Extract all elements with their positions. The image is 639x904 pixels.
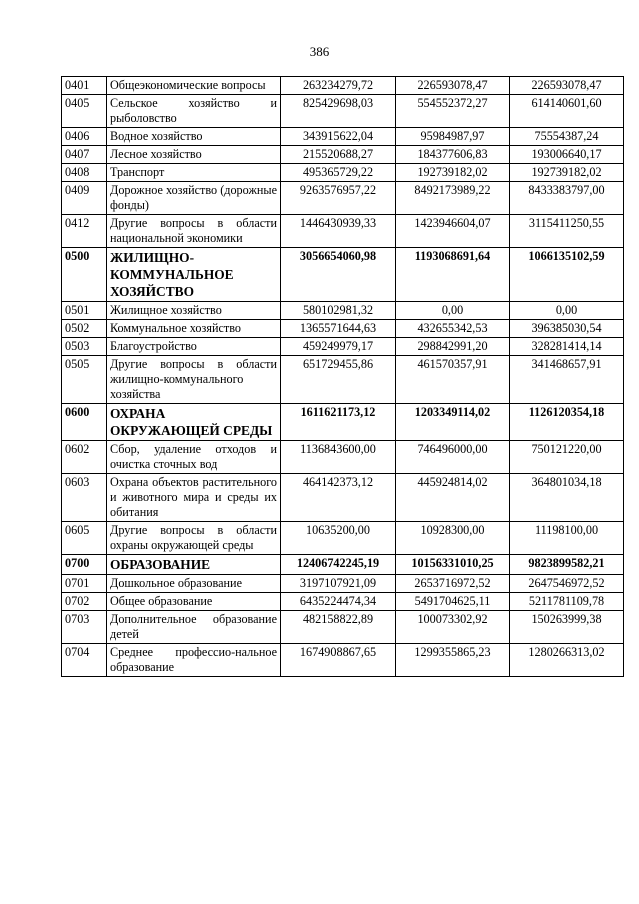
row-value-1: 1611621173,12 <box>281 404 396 441</box>
row-code: 0700 <box>62 555 107 575</box>
row-value-2: 1299355865,23 <box>396 644 510 677</box>
row-value-2: 298842991,20 <box>396 338 510 356</box>
row-name: Общее образование <box>107 593 281 611</box>
row-code: 0401 <box>62 77 107 95</box>
row-value-1: 825429698,03 <box>281 95 396 128</box>
row-value-3: 1280266313,02 <box>510 644 624 677</box>
row-name: Другие вопросы в области жилищно-коммунального хозяйства <box>107 356 281 404</box>
row-value-2: 1193068691,64 <box>396 248 510 302</box>
row-name: Среднее профессио-нальное образование <box>107 644 281 677</box>
row-code: 0600 <box>62 404 107 441</box>
row-value-3: 75554387,24 <box>510 128 624 146</box>
row-value-1: 6435224474,34 <box>281 593 396 611</box>
row-value-1: 1446430939,33 <box>281 215 396 248</box>
row-value-3: 193006640,17 <box>510 146 624 164</box>
row-code: 0704 <box>62 644 107 677</box>
row-value-1: 12406742245,19 <box>281 555 396 575</box>
row-code: 0503 <box>62 338 107 356</box>
row-name: ОБРАЗОВАНИЕ <box>107 555 281 575</box>
row-value-1: 343915622,04 <box>281 128 396 146</box>
row-value-1: 215520688,27 <box>281 146 396 164</box>
row-code: 0602 <box>62 441 107 474</box>
row-code: 0412 <box>62 215 107 248</box>
page-number: 386 <box>309 44 330 59</box>
row-value-3: 614140601,60 <box>510 95 624 128</box>
row-value-3: 1066135102,59 <box>510 248 624 302</box>
row-value-1: 10635200,00 <box>281 522 396 555</box>
row-value-3: 364801034,18 <box>510 474 624 522</box>
row-value-2: 1423946604,07 <box>396 215 510 248</box>
row-code: 0407 <box>62 146 107 164</box>
row-value-2: 8492173989,22 <box>396 182 510 215</box>
table-row <box>62 474 624 522</box>
row-value-3: 328281414,14 <box>510 338 624 356</box>
row-value-2: 432655342,53 <box>396 320 510 338</box>
table-row <box>62 356 624 404</box>
row-value-1: 464142373,12 <box>281 474 396 522</box>
row-value-2: 2653716972,52 <box>396 575 510 593</box>
row-value-1: 482158822,89 <box>281 611 396 644</box>
row-value-1: 495365729,22 <box>281 164 396 182</box>
row-value-2: 746496000,00 <box>396 441 510 474</box>
section-row <box>62 555 624 575</box>
table-row <box>62 522 624 555</box>
table-row <box>62 320 624 338</box>
row-value-2: 184377606,83 <box>396 146 510 164</box>
row-value-1: 459249979,17 <box>281 338 396 356</box>
table-row <box>62 575 624 593</box>
row-name: Коммунальное хозяйство <box>107 320 281 338</box>
row-name: Общеэкономические вопросы <box>107 77 281 95</box>
row-value-2: 100073302,92 <box>396 611 510 644</box>
row-value-2: 461570357,91 <box>396 356 510 404</box>
row-value-3: 8433383797,00 <box>510 182 624 215</box>
row-name: Жилищное хозяйство <box>107 302 281 320</box>
row-code: 0502 <box>62 320 107 338</box>
row-name: ОХРАНА ОКРУЖАЮЩЕЙ СРЕДЫ <box>107 404 281 441</box>
row-name: Дорожное хозяйство (дорожные фонды) <box>107 182 281 215</box>
row-value-3: 5211781109,78 <box>510 593 624 611</box>
row-value-1: 1136843600,00 <box>281 441 396 474</box>
row-name: Дошкольное образование <box>107 575 281 593</box>
row-value-3: 341468657,91 <box>510 356 624 404</box>
row-name: Транспорт <box>107 164 281 182</box>
row-value-2: 1203349114,02 <box>396 404 510 441</box>
row-value-2: 0,00 <box>396 302 510 320</box>
table-row <box>62 77 624 95</box>
row-code: 0500 <box>62 248 107 302</box>
table-row <box>62 146 624 164</box>
row-name: Водное хозяйство <box>107 128 281 146</box>
row-code: 0409 <box>62 182 107 215</box>
row-name: Дополнительное образование детей <box>107 611 281 644</box>
section-row <box>62 248 624 302</box>
row-value-1: 651729455,86 <box>281 356 396 404</box>
row-value-3: 750121220,00 <box>510 441 624 474</box>
row-value-2: 192739182,02 <box>396 164 510 182</box>
row-value-3: 9823899582,21 <box>510 555 624 575</box>
row-code: 0603 <box>62 474 107 522</box>
row-code: 0701 <box>62 575 107 593</box>
row-value-2: 554552372,27 <box>396 95 510 128</box>
row-name: Другие вопросы в области национальной экономики <box>107 215 281 248</box>
row-value-1: 580102981,32 <box>281 302 396 320</box>
table-row <box>62 338 624 356</box>
row-value-3: 1126120354,18 <box>510 404 624 441</box>
row-code: 0505 <box>62 356 107 404</box>
row-value-1: 9263576957,22 <box>281 182 396 215</box>
row-value-2: 10156331010,25 <box>396 555 510 575</box>
row-code: 0408 <box>62 164 107 182</box>
row-value-2: 95984987,97 <box>396 128 510 146</box>
row-value-3: 396385030,54 <box>510 320 624 338</box>
table-row <box>62 164 624 182</box>
row-code: 0702 <box>62 593 107 611</box>
section-row <box>62 404 624 441</box>
table-row <box>62 215 624 248</box>
row-value-3: 226593078,47 <box>510 77 624 95</box>
row-value-1: 263234279,72 <box>281 77 396 95</box>
budget-table-body <box>62 77 624 677</box>
row-value-2: 226593078,47 <box>396 77 510 95</box>
row-value-3: 150263999,38 <box>510 611 624 644</box>
row-name: Сбор, удаление отходов и очистка сточных вод <box>107 441 281 474</box>
row-value-3: 2647546972,52 <box>510 575 624 593</box>
row-value-3: 3115411250,55 <box>510 215 624 248</box>
table-row <box>62 644 624 677</box>
row-value-1: 3197107921,09 <box>281 575 396 593</box>
row-code: 0605 <box>62 522 107 555</box>
row-value-1: 1365571644,63 <box>281 320 396 338</box>
row-value-2: 445924814,02 <box>396 474 510 522</box>
budget-table <box>61 76 624 677</box>
row-value-3: 192739182,02 <box>510 164 624 182</box>
row-code: 0406 <box>62 128 107 146</box>
row-name: ЖИЛИЩНО-КОММУНАЛЬНОЕ ХОЗЯЙСТВО <box>107 248 281 302</box>
row-code: 0703 <box>62 611 107 644</box>
table-row <box>62 128 624 146</box>
row-name: Сельское хозяйство и рыболовство <box>107 95 281 128</box>
row-name: Лесное хозяйство <box>107 146 281 164</box>
row-value-2: 10928300,00 <box>396 522 510 555</box>
row-value-3: 0,00 <box>510 302 624 320</box>
table-row <box>62 182 624 215</box>
row-name: Благоустройство <box>107 338 281 356</box>
row-name: Другие вопросы в области охраны окружающей среды <box>107 522 281 555</box>
table-row <box>62 95 624 128</box>
row-code: 0501 <box>62 302 107 320</box>
row-value-1: 3056654060,98 <box>281 248 396 302</box>
row-code: 0405 <box>62 95 107 128</box>
table-row <box>62 593 624 611</box>
row-value-3: 11198100,00 <box>510 522 624 555</box>
table-row <box>62 611 624 644</box>
row-value-1: 1674908867,65 <box>281 644 396 677</box>
row-value-2: 5491704625,11 <box>396 593 510 611</box>
table-row <box>62 302 624 320</box>
row-name: Охрана объектов растительного и животного мира и среды их обитания <box>107 474 281 522</box>
table-row <box>62 441 624 474</box>
